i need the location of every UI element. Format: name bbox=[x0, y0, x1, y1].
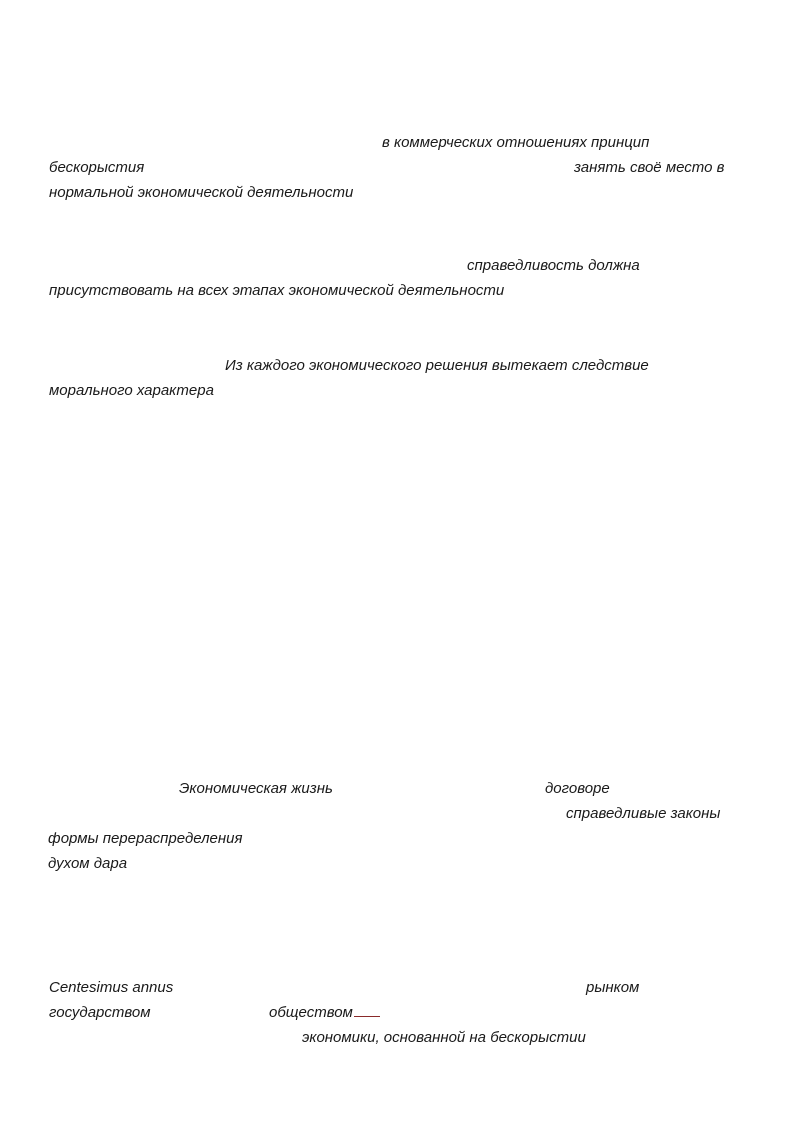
text-fragment: морального характера bbox=[49, 382, 214, 399]
text-fragment: Экономическая жизнь bbox=[179, 780, 333, 797]
blank-underline bbox=[354, 1004, 380, 1017]
text-fragment: духом дара bbox=[48, 855, 128, 872]
text-fragment: бескорыстия bbox=[49, 159, 145, 176]
text-fragment: присутствовать на всех этапах экономической деятельности bbox=[49, 282, 505, 299]
text-fragment: справедливые законы bbox=[566, 805, 721, 822]
text-fragment: Centesimus annus bbox=[49, 979, 174, 996]
text-fragment: обществом bbox=[269, 1004, 353, 1021]
text-fragment: формы перераспределения bbox=[48, 830, 243, 847]
text-fragment: экономики, основанной на бескорыстии bbox=[302, 1029, 586, 1046]
text-fragment: государством bbox=[49, 1004, 151, 1021]
text-fragment: Из каждого экономического решения вытекает следствие bbox=[225, 357, 649, 374]
text-fragment-with-blank bbox=[269, 1003, 380, 1023]
text-fragment: в коммерческих отношениях принцип bbox=[382, 134, 650, 151]
text-fragment: рынком bbox=[586, 979, 640, 996]
text-fragment: справедливость должна bbox=[467, 257, 640, 274]
text-fragment: занять своё место в bbox=[574, 159, 725, 176]
text-fragment: договоре bbox=[545, 780, 610, 797]
text-fragment: нормальной экономической деятельности bbox=[49, 184, 354, 201]
